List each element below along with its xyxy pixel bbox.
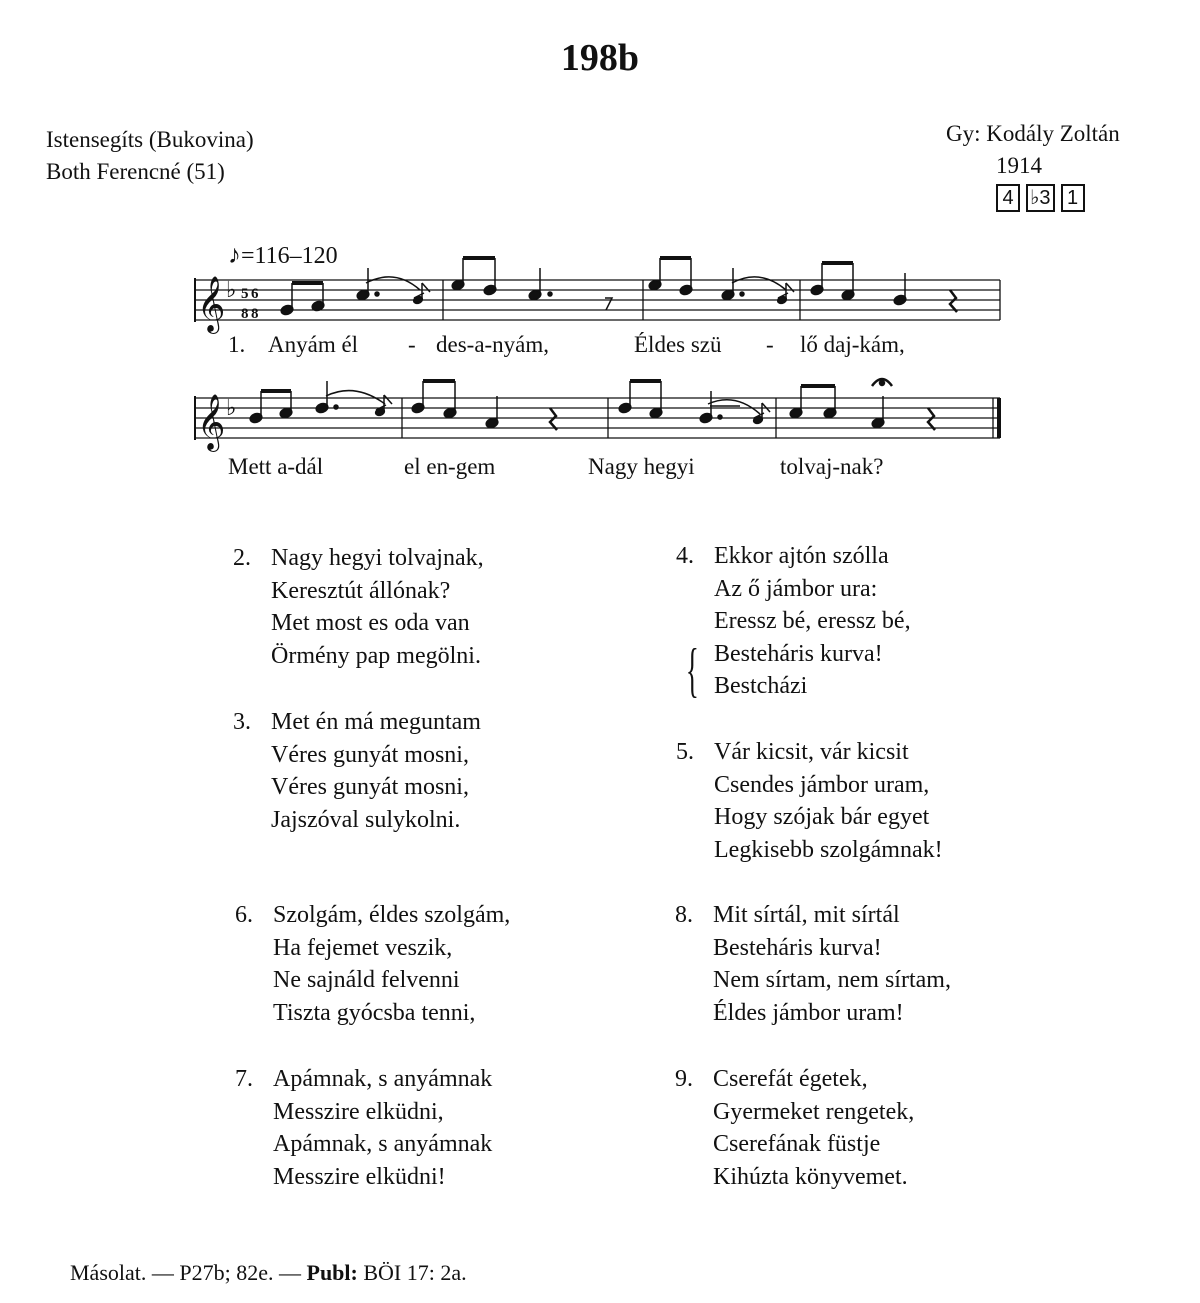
stanza-line: Az ő jámbor ura: xyxy=(714,575,878,602)
stanza-2 xyxy=(233,542,484,672)
stanza-line: Szolgám, éldes szolgám, xyxy=(273,902,511,928)
stanza-line: Messzire elküdni, xyxy=(273,1098,444,1125)
stanza-9 xyxy=(675,1063,915,1193)
stanza-number: 4. xyxy=(676,543,694,569)
collector-name: Gy: Kodály Zoltán xyxy=(946,121,1120,146)
stanza-line: Örmény pap megölni. xyxy=(271,642,481,669)
lyric-hyphen: - xyxy=(766,332,774,357)
stanza-line: Hogy szójak bár egyet xyxy=(714,804,930,830)
stanza-line: Tiszta gyócsba tenni, xyxy=(273,999,476,1026)
flat-icon: ♭ xyxy=(226,278,237,303)
stanza-number: 3. xyxy=(233,709,251,735)
lyric-syllable: Éldes szü xyxy=(634,332,722,357)
stanza-line: Vár kicsit, vár kicsit xyxy=(714,739,909,765)
stanza-line: Eressz bé, eressz bé, xyxy=(714,608,911,634)
stanza-number: 9. xyxy=(675,1066,693,1092)
stanza-number: 2. xyxy=(233,545,251,571)
stanza-line: Keresztút állónak? xyxy=(271,577,451,604)
lyric-syllable: tolvaj-nak? xyxy=(780,454,884,479)
svg-text:5: 5 xyxy=(241,286,249,302)
svg-text:8: 8 xyxy=(251,306,259,322)
source-place: Istensegíts (Bukovina) xyxy=(46,127,254,152)
lyric-syllable: des-a-nyám, xyxy=(436,332,550,357)
stanza-line: Gyermeket rengetek, xyxy=(713,1098,915,1125)
stanza-line: Ne sajnáld felvenni xyxy=(273,967,460,993)
stanza-line: Apámnak, s anyámnak xyxy=(273,1066,493,1092)
lyric-syllable: Nagy hegyi xyxy=(588,454,695,479)
classification-box: 1 xyxy=(1061,184,1085,212)
stanza-line: Jajszóval sulykolni. xyxy=(271,806,461,833)
flat-icon: ♭ xyxy=(226,396,237,421)
stanza-line: Messzire elküdni! xyxy=(273,1163,446,1190)
svg-text:8: 8 xyxy=(241,306,249,322)
stanza-line: Besteháris kurva! xyxy=(714,640,883,667)
stanza-line: Véres gunyát mosni, xyxy=(271,741,469,768)
stanza-line: Ekkor ajtón szólla xyxy=(714,543,889,569)
stanza-line: Kihúzta könyvemet. xyxy=(713,1163,908,1190)
page-title: 198b xyxy=(560,37,640,79)
footer-copy: Másolat. — P27b; 82e. — xyxy=(70,1260,301,1285)
treble-clef-icon: 𝄞 xyxy=(197,394,226,450)
eighth-note-icon: ♪ xyxy=(228,240,241,269)
lyric-syllable: lő daj-kám, xyxy=(800,332,905,357)
footer-reference xyxy=(70,1260,467,1286)
lyric-syllable: el en-gem xyxy=(404,454,496,479)
classification-box: 4 xyxy=(996,184,1020,212)
stanza-line: Nem sírtam, nem sírtam, xyxy=(713,967,951,993)
collection-year: 1914 xyxy=(996,153,1042,178)
stanza-3 xyxy=(233,706,481,836)
stanza-5 xyxy=(676,736,943,866)
stanza-line: Csendes jámbor uram, xyxy=(714,771,930,798)
stanza-line: Cserefát égetek, xyxy=(713,1066,868,1092)
stanza-line: Legkisebb szolgámnak! xyxy=(714,836,943,863)
time-signature xyxy=(241,286,259,322)
stanza-line: Éldes jámbor uram! xyxy=(713,999,904,1026)
stanza-8 xyxy=(675,899,951,1029)
svg-text:6: 6 xyxy=(251,286,259,302)
stanza-line: Apámnak, s anyámnak xyxy=(273,1131,493,1157)
stanza-number: 8. xyxy=(675,902,693,928)
stanza-line: Véres gunyát mosni, xyxy=(271,774,469,800)
footer-publ-label: Publ: xyxy=(306,1260,358,1285)
lyric-syllable: Mett a-dál xyxy=(228,454,324,479)
stanza-7 xyxy=(235,1063,493,1193)
classification-box: ♭3 xyxy=(1026,184,1055,212)
music-staff-system-1 xyxy=(0,0,1200,520)
stanza-number: 5. xyxy=(676,739,694,765)
lyric-syllable: Anyám él xyxy=(268,332,359,357)
stanza-line: Met most es oda van xyxy=(271,610,470,636)
lyric-verse-number: 1. xyxy=(228,332,246,357)
stanza-line: Besteháris kurva! xyxy=(713,934,882,961)
stanza-line: Cserefának füstje xyxy=(713,1131,881,1157)
stanza-line: Bestcházi xyxy=(714,673,808,699)
stanza-number: 6. xyxy=(235,902,253,928)
stanza-line: Mit sírtál, mit sírtál xyxy=(713,902,900,928)
stanza-line: Ha fejemet veszik, xyxy=(273,934,453,961)
stanza-4 xyxy=(676,540,911,703)
stanza-line: Nagy hegyi tolvajnak, xyxy=(271,545,484,571)
stanza-6 xyxy=(235,899,511,1029)
footer-publ-value: BÖI 17: 2a. xyxy=(363,1260,467,1285)
source-singer: Both Ferencné (51) xyxy=(46,159,225,184)
treble-clef-icon: 𝄞 xyxy=(197,276,226,332)
variant-brace: { xyxy=(685,637,699,703)
stanza-number: 7. xyxy=(235,1066,253,1092)
lyric-hyphen: - xyxy=(408,332,416,357)
tempo-value: =116–120 xyxy=(241,243,338,269)
stanza-line: Met én má meguntam xyxy=(271,709,481,735)
